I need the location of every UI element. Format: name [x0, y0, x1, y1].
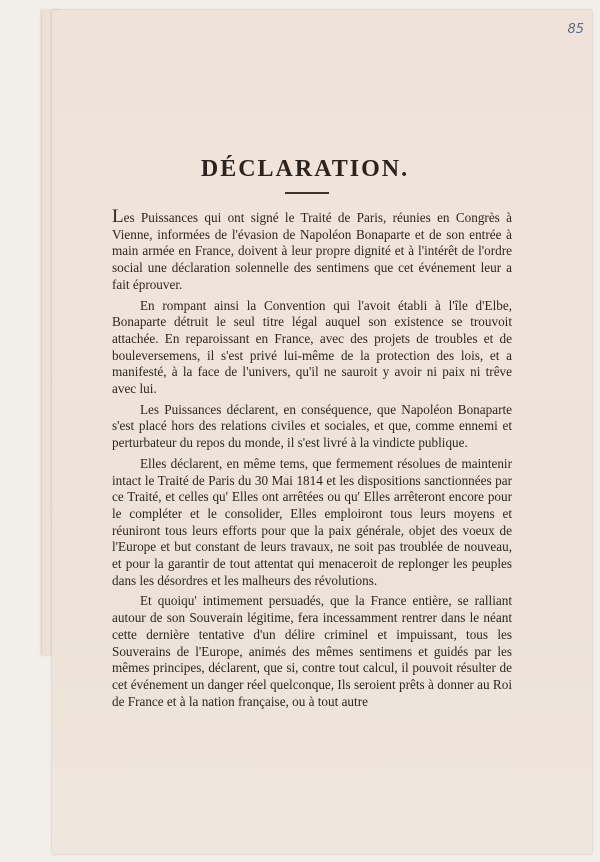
paragraph-1-text: es Puissances qui ont signé le Traité de Paris, réunies en Congrès à Vienne, informées de l'évasion de Napoléon Bonaparte et de son entrée à main armée en France, doivent à leur propre dignité et à l'intérêt de l'ordre social une déclaration solennelle des sentimens que cet événement leur a fait éprouver. [112, 210, 512, 292]
paragraph-4: Elles déclarent, en même tems, que fermement résolues de maintenir intact le Traité de Paris du 30 Mai 1814 et les dispositions sanctionnées par ce Traité, et celles qu' Elles ont arrêtées ou qu' Elles arrêteront encore pour le compléter et le consolider, Elles emploiront tous leurs moyens et réuniront tous leurs efforts pour que la paix générale, objet des voeux de l'Europe et but constant de leurs travaux, ne soit pas troublée de nouveau, et pour la garantir de tout attentat qui menaceroit de replonger les peuples dans les désordres et les malheurs des révolutions. [112, 455, 512, 588]
paragraph-1-dropcap: L [112, 206, 124, 227]
paragraph-2: En rompant ainsi la Convention qui l'avoit établi à l'île d'Elbe, Bonaparte détruit le seul titre légal auquel son existence se trouvoit attachée. En reparoissant en France, avec des projets de troubles et de bouleversemens, il s'est privé lui-même de la protection des lois, et a manifesté, à la face de l'univers, qu'il ne sauroit y avoir ni paix ni trêve avec lui. [112, 297, 512, 397]
title-underline-rule [285, 192, 329, 194]
declaration-body [112, 206, 512, 714]
document-title: DÉCLARATION. [200, 156, 410, 182]
archive-reference-number: 85 [567, 22, 584, 37]
paragraph-1 [112, 206, 512, 294]
paragraph-3: Les Puissances déclarent, en conséquence, que Napoléon Bonaparte s'est placé hors des relations civiles et sociales, et que, comme ennemi et perturbateur du repos du monde, il s'est livré à la vindicte publique. [112, 401, 512, 451]
paragraph-5: Et quoiqu' intimement persuadés, que la France entière, se ralliant autour de son Souverain légitime, fera incessamment rentrer dans le néant cette dernière tentative d'un délire criminel et impuissant, tous les Souverains de l'Europe, animés des mêmes sentimens et guidés par les mêmes principes, déclarent, que si, contre tout calcul, il pouvoit résulter de cet événement un danger réel quelconque, Ils seroient prêts à donner au Roi de France et à la nation française, ou à tout autre [112, 593, 512, 709]
